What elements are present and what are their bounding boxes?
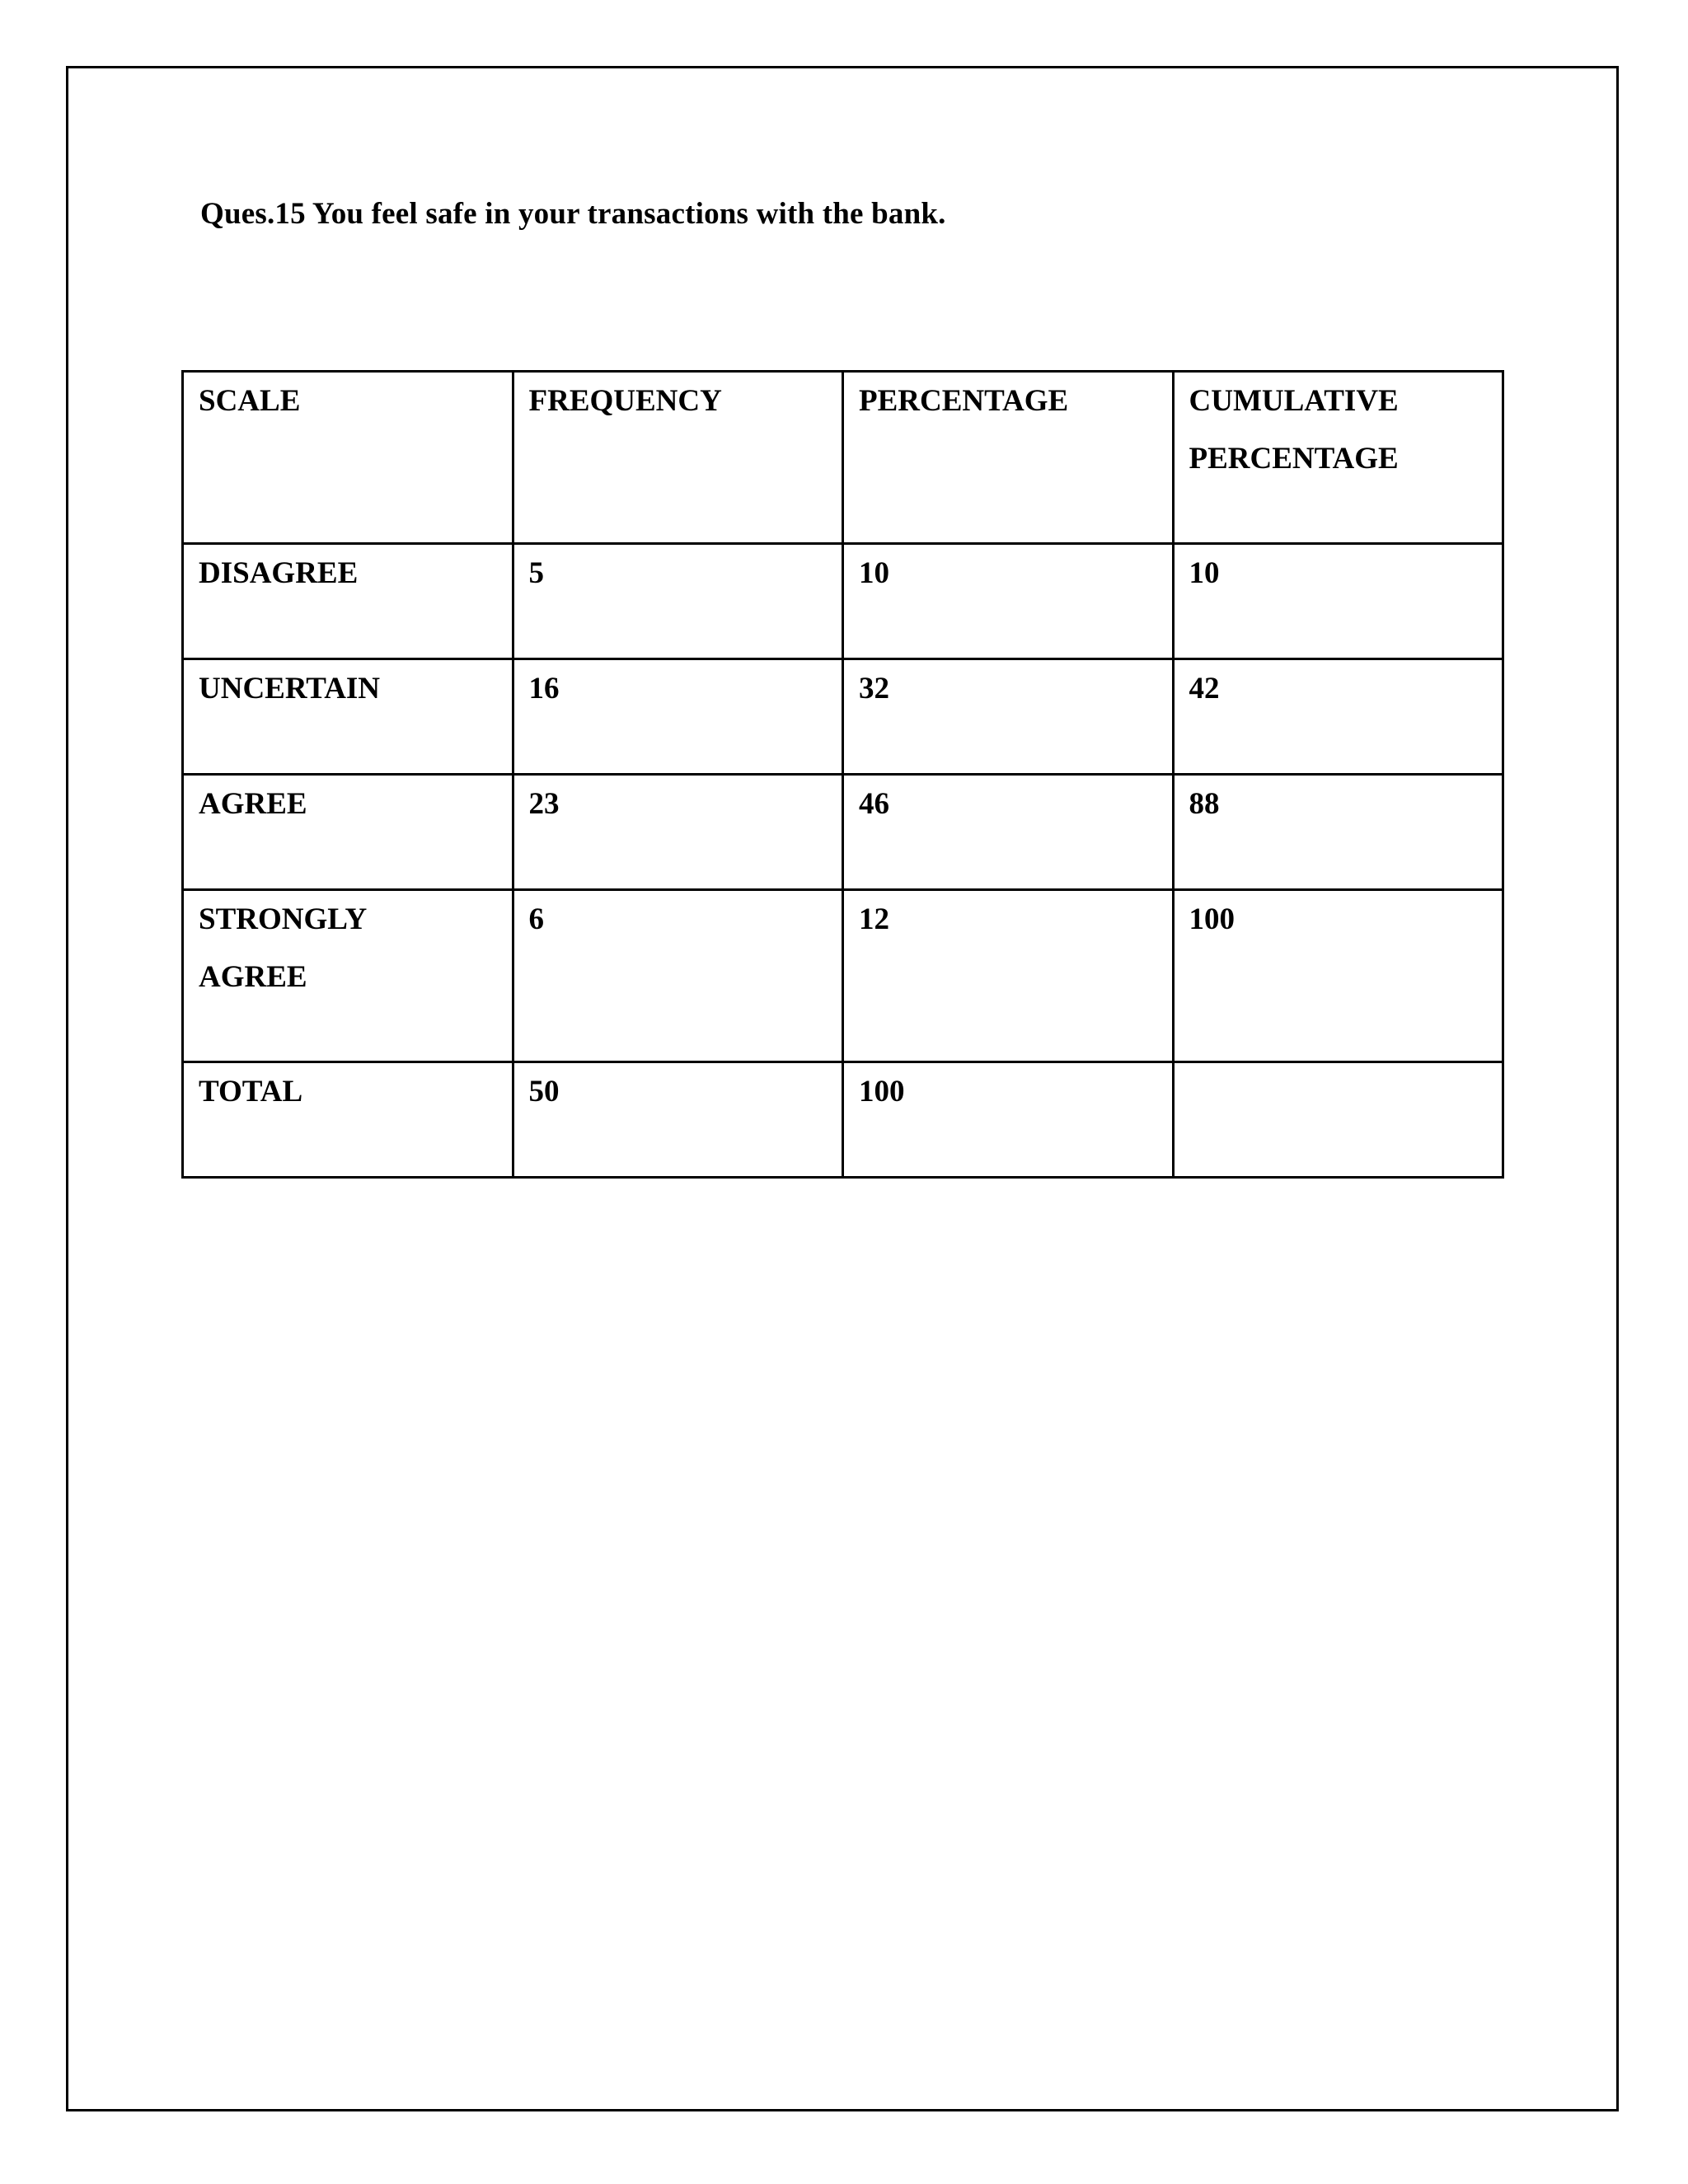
cell-frequency: 50 <box>513 1062 843 1178</box>
cell-scale <box>183 890 513 1062</box>
cell-frequency: 5 <box>513 544 843 659</box>
cell-cumulative: 100 <box>1173 890 1503 1062</box>
cell-scale: AGREE <box>183 775 513 890</box>
cell-cumulative: 88 <box>1173 775 1503 890</box>
frequency-table <box>181 370 1504 1179</box>
table-row <box>183 890 1503 1062</box>
cell-scale: TOTAL <box>183 1062 513 1178</box>
cell-cumulative: 42 <box>1173 659 1503 775</box>
cell-percentage: 32 <box>843 659 1174 775</box>
cell-frequency: 6 <box>513 890 843 1062</box>
cell-percentage: 10 <box>843 544 1174 659</box>
cell-scale-line2: AGREE <box>199 960 307 994</box>
cell-scale-line1: STRONGLY <box>199 902 368 936</box>
header-frequency <box>513 372 843 544</box>
table-header-row <box>183 372 1503 544</box>
cell-cumulative <box>1173 1062 1503 1178</box>
header-cumulative-label-line2: PERCENTAGE <box>1189 442 1399 476</box>
header-percentage <box>843 372 1174 544</box>
table-row <box>183 659 1503 775</box>
question-text: Ques.15 You feel safe in your transactions with the bank. <box>200 197 946 231</box>
header-frequency-label: FREQUENCY <box>528 384 722 418</box>
header-scale-label: SCALE <box>199 384 301 418</box>
cell-scale: DISAGREE <box>183 544 513 659</box>
table-row <box>183 775 1503 890</box>
cell-percentage: 12 <box>843 890 1174 1062</box>
header-percentage-label: PERCENTAGE <box>859 384 1069 418</box>
cell-cumulative: 10 <box>1173 544 1503 659</box>
cell-frequency: 23 <box>513 775 843 890</box>
table-row <box>183 544 1503 659</box>
header-scale <box>183 372 513 544</box>
cell-frequency: 16 <box>513 659 843 775</box>
header-cumulative <box>1173 372 1503 544</box>
cell-scale: UNCERTAIN <box>183 659 513 775</box>
table-total-row <box>183 1062 1503 1178</box>
header-cumulative-label-line1: CUMULATIVE <box>1189 384 1399 418</box>
cell-percentage: 100 <box>843 1062 1174 1178</box>
cell-percentage: 46 <box>843 775 1174 890</box>
